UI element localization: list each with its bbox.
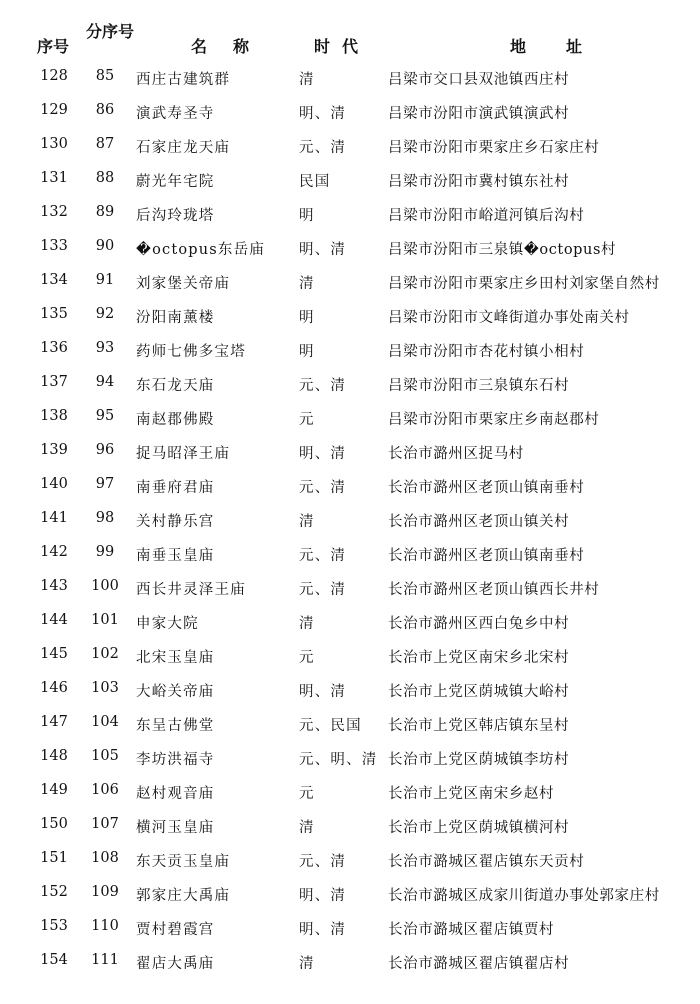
table-row <box>0 366 700 400</box>
row-sub-seq: 100 <box>91 578 119 594</box>
row-sub-seq: 96 <box>95 442 115 458</box>
row-sub-seq: 91 <box>95 272 115 288</box>
row-era: 清 <box>299 616 315 632</box>
row-name: 刘家堡关帝庙 <box>136 276 231 292</box>
row-address: 长治市潞州区捉马村 <box>388 446 524 462</box>
row-seq: 129 <box>40 102 68 118</box>
row-name: 北宋玉皇庙 <box>136 650 215 666</box>
table-row <box>0 230 700 264</box>
table-row <box>0 740 700 774</box>
row-name: 申家大院 <box>136 616 199 632</box>
row-era: 元 <box>299 786 315 802</box>
table-row <box>0 774 700 808</box>
row-seq: 136 <box>40 340 68 356</box>
row-seq: 133 <box>40 238 68 254</box>
row-era: 明 <box>299 310 315 326</box>
row-seq: 154 <box>40 952 68 968</box>
row-seq: 145 <box>40 646 68 662</box>
header-name: 名称 <box>191 37 276 56</box>
row-address: 长治市上党区荫城镇大峪村 <box>388 684 570 700</box>
row-sub-seq: 109 <box>91 884 119 900</box>
row-seq: 132 <box>40 204 68 220</box>
row-name: 南赵郡佛殿 <box>136 412 215 428</box>
table-row <box>0 162 700 196</box>
row-era: 元、民国 <box>299 718 362 734</box>
row-era: 元、清 <box>299 582 347 598</box>
table-row <box>0 468 700 502</box>
row-era: 明 <box>299 208 315 224</box>
table-row <box>0 570 700 604</box>
row-address: 长治市上党区韩店镇东呈村 <box>388 718 570 734</box>
row-name: 西庄古建筑群 <box>136 72 231 88</box>
header-era: 时代 <box>314 37 371 56</box>
row-seq: 148 <box>40 748 68 764</box>
row-sub-seq: 110 <box>91 918 119 934</box>
table-row <box>0 264 700 298</box>
row-sub-seq: 106 <box>91 782 119 798</box>
row-sub-seq: 104 <box>91 714 119 730</box>
row-name: 汾阳南薰楼 <box>136 310 215 326</box>
row-address: 吕梁市汾阳市演武镇演武村 <box>388 106 570 122</box>
table-row <box>0 672 700 706</box>
row-seq: 137 <box>40 374 68 390</box>
row-sub-seq: 98 <box>95 510 115 526</box>
row-seq: 135 <box>40 306 68 322</box>
row-sub-seq: 97 <box>95 476 115 492</box>
row-name: 蔚光年宅院 <box>136 174 215 190</box>
table-row <box>0 400 700 434</box>
row-address: 吕梁市汾阳市杏花村镇小相村 <box>388 344 585 360</box>
row-name: 捉马昭泽王庙 <box>136 446 231 462</box>
row-address: 长治市上党区南宋乡赵村 <box>388 786 555 802</box>
table-row <box>0 196 700 230</box>
row-seq: 131 <box>40 170 68 186</box>
row-seq: 153 <box>40 918 68 934</box>
row-era: 元、清 <box>299 140 347 156</box>
row-seq: 138 <box>40 408 68 424</box>
row-address: 长治市上党区荫城镇横河村 <box>388 820 570 836</box>
row-name: 后沟玲珑塔 <box>136 208 215 224</box>
row-name: 赵村观音庙 <box>136 786 215 802</box>
header-address: 地址 <box>510 37 623 56</box>
row-seq: 152 <box>40 884 68 900</box>
row-era: 元、清 <box>299 548 347 564</box>
table-row <box>0 332 700 366</box>
row-era: 清 <box>299 514 315 530</box>
row-seq: 149 <box>40 782 68 798</box>
row-name: 药师七佛多宝塔 <box>136 344 246 360</box>
row-address: 长治市潞州区老顶山镇南垂村 <box>388 548 585 564</box>
row-seq: 142 <box>40 544 68 560</box>
header-seq: 序号 <box>37 37 70 56</box>
row-era: 清 <box>299 956 315 972</box>
row-seq: 134 <box>40 272 68 288</box>
row-name: 石家庄龙天庙 <box>136 140 231 156</box>
row-seq: 146 <box>40 680 68 696</box>
table-row <box>0 638 700 672</box>
row-sub-seq: 101 <box>91 612 119 628</box>
table-row <box>0 604 700 638</box>
row-address: 吕梁市交口县双池镇西庄村 <box>388 72 570 88</box>
row-sub-seq: 88 <box>95 170 115 186</box>
table-row <box>0 536 700 570</box>
row-seq: 143 <box>40 578 68 594</box>
row-sub-seq: 102 <box>91 646 119 662</box>
row-address: 长治市上党区南宋乡北宋村 <box>388 650 570 666</box>
row-name: 南垂府君庙 <box>136 480 215 496</box>
row-era: 明、清 <box>299 242 347 258</box>
row-name: 翟店大禹庙 <box>136 956 215 972</box>
table-row <box>0 298 700 332</box>
row-name: 关村静乐宫 <box>136 514 215 530</box>
row-sub-seq: 92 <box>95 306 115 322</box>
row-address: 长治市潞城区翟店镇贾村 <box>388 922 555 938</box>
table-row <box>0 876 700 910</box>
row-sub-seq: 85 <box>95 68 115 84</box>
row-name: 东天贡玉皇庙 <box>136 854 231 870</box>
row-seq: 141 <box>40 510 68 526</box>
row-address: 长治市上党区荫城镇李坊村 <box>388 752 570 768</box>
row-era: 清 <box>299 820 315 836</box>
row-address: 长治市潞州区老顶山镇西长井村 <box>388 582 600 598</box>
row-era: 元 <box>299 412 315 428</box>
row-era: 明 <box>299 344 315 360</box>
row-era: 明、清 <box>299 888 347 904</box>
row-sub-seq: 105 <box>91 748 119 764</box>
row-era: 清 <box>299 72 315 88</box>
table-row <box>0 60 700 94</box>
table-row <box>0 94 700 128</box>
row-address: 长治市潞城区翟店镇翟店村 <box>388 956 570 972</box>
row-era: 明、清 <box>299 684 347 700</box>
table-row <box>0 502 700 536</box>
row-name: 南垂玉皇庙 <box>136 548 215 564</box>
row-seq: 130 <box>40 136 68 152</box>
row-sub-seq: 103 <box>91 680 119 696</box>
row-address: 吕梁市汾阳市栗家庄乡田村刘家堡自然村 <box>388 276 660 292</box>
row-address: 长治市潞州区西白兔乡中村 <box>388 616 570 632</box>
row-name: 东呈古佛堂 <box>136 718 215 734</box>
table-row <box>0 910 700 944</box>
row-name: 大峪关帝庙 <box>136 684 215 700</box>
row-sub-seq: 94 <box>95 374 115 390</box>
row-era: 明、清 <box>299 106 347 122</box>
row-address: 长治市潞城区翟店镇东天贡村 <box>388 854 585 870</box>
row-name: 李坊洪福寺 <box>136 752 215 768</box>
row-era: 元、清 <box>299 378 347 394</box>
row-seq: 144 <box>40 612 68 628</box>
table-row <box>0 842 700 876</box>
row-address: 吕梁市汾阳市三泉镇�octopus村 <box>388 242 617 258</box>
row-seq: 147 <box>40 714 68 730</box>
row-address: 长治市潞州区老顶山镇南垂村 <box>388 480 585 496</box>
row-name: �octopus东岳庙 <box>136 242 266 258</box>
row-era: 元 <box>299 650 315 666</box>
row-era: 清 <box>299 276 315 292</box>
row-name: 西长井灵泽王庙 <box>136 582 246 598</box>
row-name: 演武寿圣寺 <box>136 106 215 122</box>
row-seq: 140 <box>40 476 68 492</box>
row-seq: 139 <box>40 442 68 458</box>
row-sub-seq: 89 <box>95 204 115 220</box>
row-era: 元、明、清 <box>299 752 378 768</box>
row-name: 横河玉皇庙 <box>136 820 215 836</box>
row-sub-seq: 87 <box>95 136 115 152</box>
row-sub-seq: 90 <box>95 238 115 254</box>
row-era: 民国 <box>299 174 331 190</box>
row-name: 郭家庄大禹庙 <box>136 888 231 904</box>
header-sub-seq: 分序号 <box>86 22 135 41</box>
row-sub-seq: 108 <box>91 850 119 866</box>
row-sub-seq: 95 <box>95 408 115 424</box>
row-era: 明、清 <box>299 446 347 462</box>
row-address: 吕梁市汾阳市冀村镇东社村 <box>388 174 570 190</box>
row-name: 东石龙天庙 <box>136 378 215 394</box>
row-sub-seq: 111 <box>91 952 119 968</box>
row-seq: 128 <box>40 68 68 84</box>
row-address: 吕梁市汾阳市峪道河镇后沟村 <box>388 208 585 224</box>
row-address: 吕梁市汾阳市栗家庄乡石家庄村 <box>388 140 600 156</box>
row-address: 吕梁市汾阳市三泉镇东石村 <box>388 378 570 394</box>
row-era: 元、清 <box>299 480 347 496</box>
row-sub-seq: 93 <box>95 340 115 356</box>
row-address: 长治市潞州区老顶山镇关村 <box>388 514 570 530</box>
row-era: 元、清 <box>299 854 347 870</box>
row-seq: 150 <box>40 816 68 832</box>
row-name: 贾村碧霞宫 <box>136 922 215 938</box>
row-era: 明、清 <box>299 922 347 938</box>
row-sub-seq: 86 <box>95 102 115 118</box>
row-sub-seq: 99 <box>95 544 115 560</box>
table-row <box>0 128 700 162</box>
table-row <box>0 434 700 468</box>
row-address: 吕梁市汾阳市文峰街道办事处南关村 <box>388 310 630 326</box>
table-row <box>0 808 700 842</box>
row-address: 长治市潞城区成家川街道办事处郭家庄村 <box>388 888 660 904</box>
row-address: 吕梁市汾阳市栗家庄乡南赵郡村 <box>388 412 600 428</box>
row-sub-seq: 107 <box>91 816 119 832</box>
table-row <box>0 944 700 978</box>
row-seq: 151 <box>40 850 68 866</box>
table-row <box>0 706 700 740</box>
